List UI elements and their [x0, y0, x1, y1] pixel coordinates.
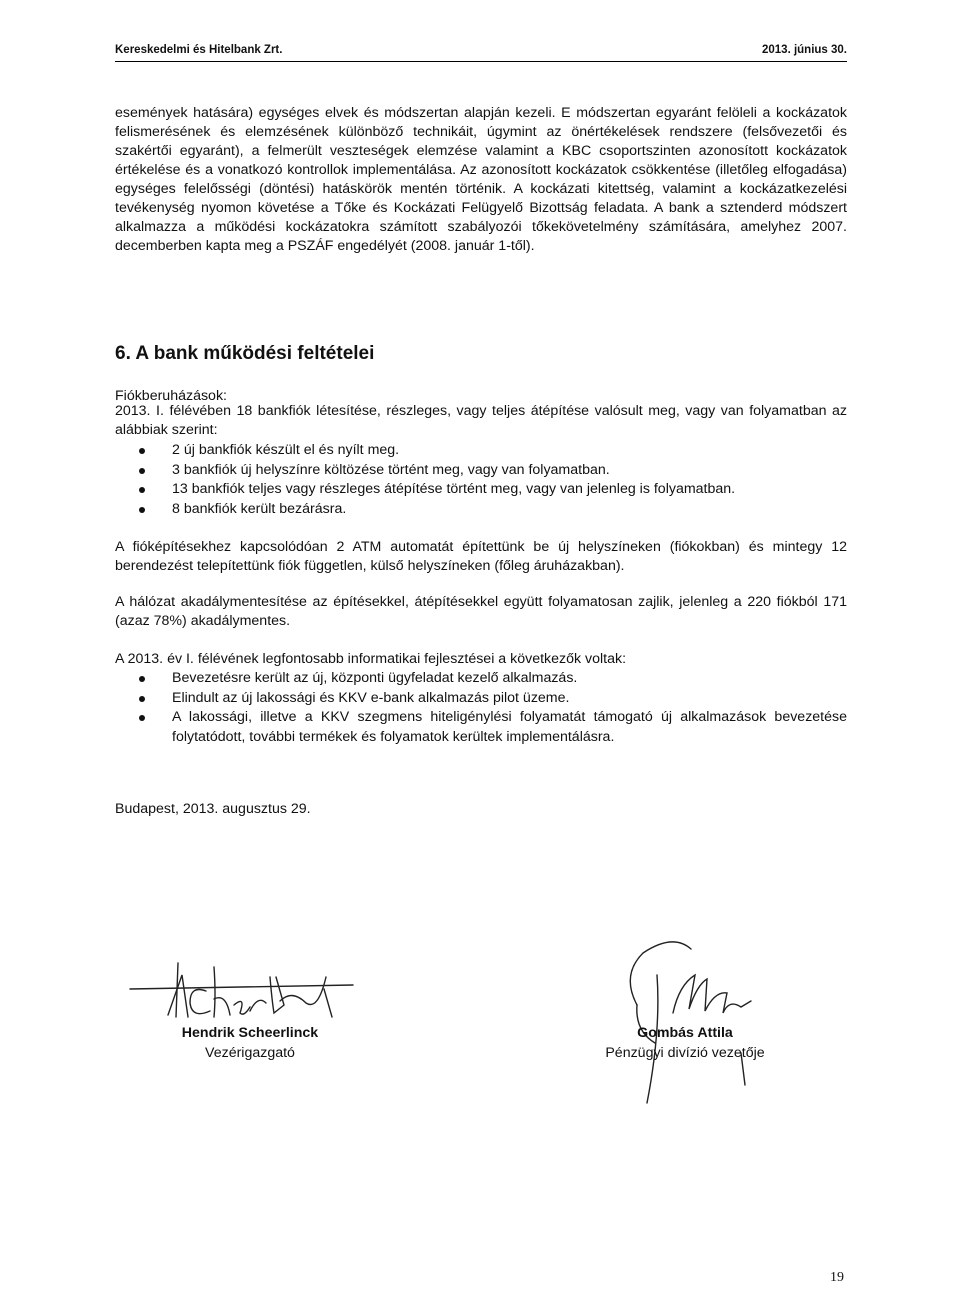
page-header [115, 44, 847, 62]
header-company: Kereskedelmi és Hitelbank Zrt. [115, 44, 283, 56]
branch-intro: 2013. I. félévében 18 bankfiók létesítése, részleges, vagy teljes átépítése valósult meg, vagy van folyamatban az alábbiak szerint: [115, 403, 847, 438]
place-date: Budapest, 2013. augusztus 29. [115, 801, 311, 817]
section-subheading: Fiókberuházások: [115, 388, 227, 404]
atm-paragraph: A fióképítésekhez kapcsolódóan 2 ATM automatát építettünk be új helyszíneken (fiókokban) és mintegy 12 berendezést telepítettünk fiók független, külső helyszíneken (főleg áruházakban). [115, 539, 847, 574]
section-title: 6. A bank működési feltételei [115, 343, 375, 364]
intro-paragraph: események hatására) egységes elvek és módszertan alapján kezeli. E módszertan egyaránt felöleli a kockázatok felismerésének és elemzésének különböző technikáit, úgymint az önértékelések rendszere (felsővezetői és szakértői egyaránt), a felmerült veszteségek elemzése valamint a KBC csoportszinten azonosított kockázatok értékelése és a vonatkozó kontrollok implementálása. Az azonosított kockázatok csökkentése (illetőleg elfogadása) egységes felelősségi (döntési) hatáskörök mentén történik. A kockázati kitettség, valamint a kockázatkezelési tevékenység nyomon követése a Tőke és Kockázati Felügyelő Bizottság feladata. A bank a sztenderd módszert alkalmazza a működési kockázatokra számított szabályozói tőkekövetelmény számítására, amelyhez 2007. decemberben kapta meg a PSZÁF engedélyét (2008. január 1-től). [115, 105, 847, 254]
signatory-name: Hendrik Scheerlinck [181, 1025, 319, 1041]
list-item: 3 bankfiók új helyszínre költözése történt meg, vagy van folyamatban. [115, 461, 847, 481]
list-item: 8 bankfiók került bezárásra. [115, 500, 847, 520]
it-intro: A 2013. év I. félévének legfontosabb informatikai fejlesztései a következők voltak: [115, 651, 627, 667]
list-item: Elindult az új lakossági és KKV e-bank alkalmazás pilot üzeme. [115, 689, 847, 709]
page-number: 19 [830, 1270, 844, 1285]
signatory-name: Gombás Attila [637, 1025, 733, 1041]
list-item: 2 új bankfiók készült el és nyílt meg. [115, 441, 847, 461]
list-item: 13 bankfiók teljes vagy részleges átépítése történt meg, vagy van jelenleg is folyamatban. [115, 480, 847, 500]
list-item: Bevezetésre került az új, központi ügyfeladat kezelő alkalmazás. [115, 669, 847, 689]
branch-list [115, 441, 847, 519]
header-date: 2013. június 30. [761, 44, 847, 56]
accessibility-paragraph: A hálózat akadálymentesítése az építésekkel, átépítésekkel együtt folyamatosan zajlik, jelenleg a 220 fiókból 171 (azaz 78%) akadálymentes. [115, 594, 847, 629]
it-list [115, 669, 847, 747]
signatory-title: Vezérigazgató [205, 1045, 295, 1061]
list-item: A lakossági, illetve a KKV szegmens hiteligénylési folyamatát támogató új alkalmazások bevezetése folytatódott, további termékek és folyamatok kerültek implementálásra. [115, 708, 847, 747]
signature-block-ceo [160, 1023, 340, 1063]
signature-block-cfo [585, 1023, 785, 1063]
signatory-title: Pénzügyi divízió vezetője [605, 1045, 765, 1061]
